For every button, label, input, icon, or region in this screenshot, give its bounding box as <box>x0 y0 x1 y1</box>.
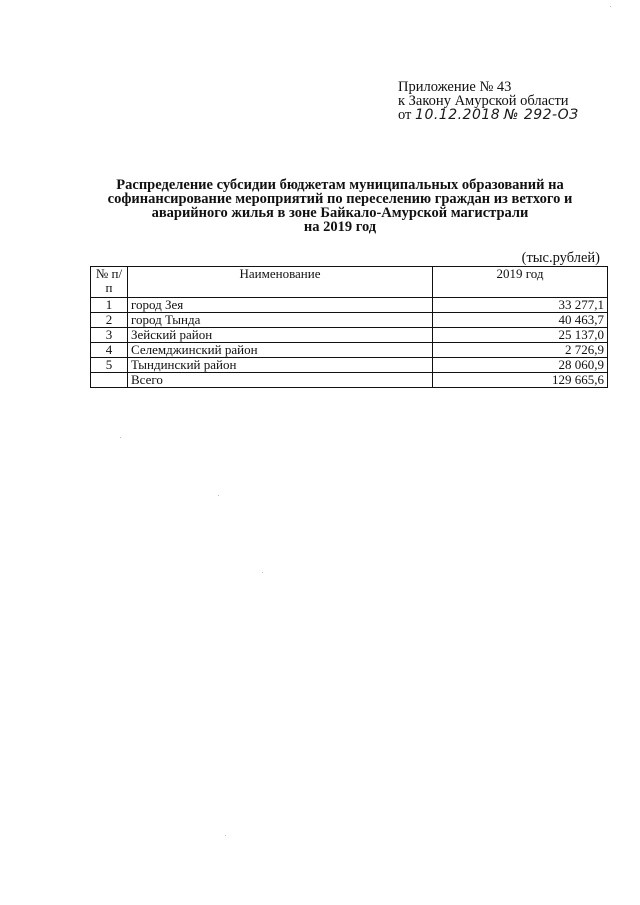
row-value: 33 277,1 <box>433 298 608 313</box>
table-header-row <box>91 267 608 298</box>
unit-label: (тыс.рублей) <box>521 250 600 266</box>
row-num: 2 <box>91 313 128 328</box>
table-row <box>91 358 608 373</box>
row-name: город Тында <box>128 313 433 328</box>
row-name: Тындинский район <box>128 358 433 373</box>
document-title <box>80 178 600 234</box>
row-num: 5 <box>91 358 128 373</box>
header-num: № п/п <box>91 267 128 298</box>
header-name: Наименование <box>128 267 433 298</box>
table-row <box>91 328 608 343</box>
title-line-2: софинансирование мероприятий по переселению граждан из ветхого и <box>107 191 573 207</box>
title-line-1: Распределение субсидии бюджетам муниципальных образований на <box>116 177 564 193</box>
total-num <box>91 373 128 388</box>
total-value: 129 665,6 <box>433 373 608 388</box>
handwritten-number: № 292-ОЗ <box>503 107 579 123</box>
row-num: 3 <box>91 328 128 343</box>
appendix-header <box>398 80 579 122</box>
subsidy-table <box>90 266 608 388</box>
row-name: Селемджинский район <box>128 343 433 358</box>
total-row <box>91 373 608 388</box>
row-name: город Зея <box>128 298 433 313</box>
row-value: 40 463,7 <box>433 313 608 328</box>
table-row <box>91 343 608 358</box>
row-value: 2 726,9 <box>433 343 608 358</box>
table-row <box>91 298 608 313</box>
handwritten-date: 10.12.2018 <box>415 107 501 123</box>
title-line-4: на 2019 год <box>303 219 377 235</box>
row-value: 28 060,9 <box>433 358 608 373</box>
appendix-law: к Закону Амурской области <box>398 93 569 109</box>
title-line-3: аварийного жилья в зоне Байкало-Амурской магистрали <box>151 205 529 221</box>
total-label: Всего <box>128 373 433 388</box>
table-row <box>91 313 608 328</box>
header-year: 2019 год <box>433 267 608 298</box>
appendix-date-line <box>398 108 579 122</box>
row-num: 4 <box>91 343 128 358</box>
appendix-date-prefix: от <box>398 107 412 123</box>
row-num: 1 <box>91 298 128 313</box>
row-name: Зейский район <box>128 328 433 343</box>
row-value: 25 137,0 <box>433 328 608 343</box>
appendix-number: Приложение № 43 <box>398 79 512 95</box>
